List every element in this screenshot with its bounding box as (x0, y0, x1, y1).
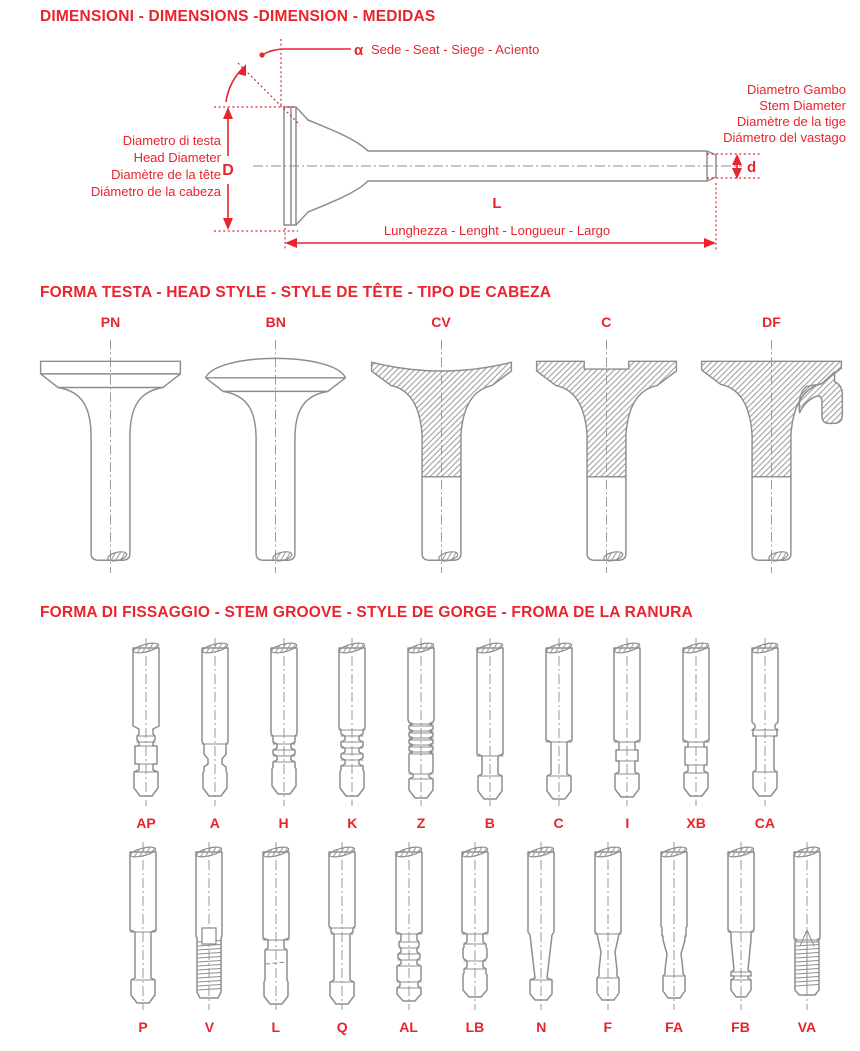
stem-groove-figure-xb (663, 638, 729, 806)
stem-groove-figure-f (575, 842, 641, 1010)
dim-d-label: d (747, 159, 757, 176)
stem-groove-label: LB (465, 1019, 485, 1035)
head-style-label: CV (431, 314, 451, 330)
stem-groove-item-l (243, 842, 309, 1037)
seat-angle-arc-arrowhead (238, 64, 246, 76)
head-style-item-pn (28, 312, 193, 580)
stem-groove-figure-l (243, 842, 309, 1010)
seat-label: Sede - Seat - Siege - Acìento (371, 42, 540, 57)
head-style-item-c (524, 312, 689, 580)
stem-groove-label: Q (336, 1019, 348, 1035)
stem-groove-figure-p (110, 842, 176, 1010)
stem-groove-label: I (625, 815, 630, 831)
stem-groove-item-k (319, 638, 385, 833)
stem-groove-figure-h (251, 638, 317, 806)
stem-groove-figure-a (182, 638, 248, 806)
stem-groove-item-c (526, 638, 592, 833)
stem-groove-figure-lb (442, 842, 508, 1010)
head-diameter-label-es: Diámetro de la cabeza (90, 184, 221, 199)
stem-groove-figure-va (774, 842, 840, 1010)
stem-groove-figure-fb (708, 842, 774, 1010)
stem-groove-label: CA (754, 815, 775, 831)
stem-groove-item-i (594, 638, 660, 833)
stem-diameter-arrow-down (732, 168, 742, 179)
stem-groove-item-ca (732, 638, 798, 833)
head-style-label: PN (100, 314, 121, 330)
head-style-figure-df (689, 332, 854, 575)
dim-L-label: L (492, 195, 502, 212)
stem-groove-item-n (508, 842, 574, 1037)
head-style-item-bn (193, 312, 358, 580)
stem-groove-figure-c (526, 638, 592, 806)
stem-groove-item-h (251, 638, 317, 833)
stem-diameter-label-it: Diametro Gambo (747, 82, 846, 97)
seat-angle-construction-line (238, 63, 300, 125)
stem-groove-figure-fa (641, 842, 707, 1010)
stem-groove-item-v (176, 842, 242, 1037)
stem-diameter-arrow-up (732, 154, 742, 165)
stem-groove-label: XB (686, 815, 706, 831)
seat-leader-line (262, 49, 351, 55)
stem-groove-figure-ap (113, 638, 179, 806)
head-style-item-df (689, 312, 854, 580)
stem-groove-figure-al (376, 842, 442, 1010)
stem-groove-label: K (347, 815, 358, 831)
length-label: Lunghezza - Lenght - Longueur - Largo (383, 223, 611, 238)
stem-groove-label: C (553, 815, 564, 831)
dimensions-section-title: DIMENSIONI - DIMENSIONS -DIMENSION - MEDIDAS (40, 8, 436, 25)
stem-groove-label: FA (665, 1019, 684, 1035)
head-diameter-label-en: Head Diameter (133, 150, 221, 165)
stem-groove-figure-v (176, 842, 242, 1010)
stem-groove-row-2 (0, 842, 860, 1037)
stem-groove-label: L (271, 1019, 281, 1035)
stem-groove-item-p (110, 842, 176, 1037)
stem-groove-figure-k (319, 638, 385, 806)
head-diameter-arrow-down (223, 218, 233, 230)
stem-groove-figure-ca (732, 638, 798, 806)
stem-groove-section-title: FORMA DI FISSAGGIO - STEM GROOVE - STYLE DE GORGE - FROMA DE LA RANURA (40, 604, 693, 621)
stem-diameter-label-es: Diámetro del vastago (723, 130, 846, 145)
stem-groove-item-fa (641, 842, 707, 1037)
stem-groove-label: H (278, 815, 289, 831)
stem-groove-item-fb (708, 842, 774, 1037)
stem-groove-label: V (204, 1019, 215, 1035)
stem-groove-row-1 (0, 638, 860, 833)
head-style-figure-c (524, 332, 689, 575)
stem-groove-label: VA (797, 1019, 817, 1035)
head-style-row (0, 312, 860, 580)
stem-groove-item-lb (442, 842, 508, 1037)
stem-groove-item-z (388, 638, 454, 833)
head-style-figure-cv (359, 332, 524, 575)
stem-groove-item-f (575, 842, 641, 1037)
stem-diameter-label-fr: Diamètre de la tige (736, 114, 846, 129)
stem-groove-item-al (376, 842, 442, 1037)
stem-groove-figure-i (594, 638, 660, 806)
stem-groove-label: FB (731, 1019, 750, 1035)
stem-diameter-label-en: Stem Diameter (759, 98, 846, 113)
stem-groove-label: AL (399, 1019, 418, 1035)
stem-groove-label: P (138, 1019, 148, 1035)
head-style-label: C (601, 314, 612, 330)
alpha-symbol: α (354, 42, 364, 59)
valve-dimension-diagram (0, 28, 860, 263)
dim-D-label: D (222, 162, 234, 179)
stem-groove-figure-n (508, 842, 574, 1010)
head-style-section-title: FORMA TESTA - HEAD STYLE - STYLE DE TÊTE - TIPO DE CABEZA (40, 284, 552, 301)
stem-groove-label: AP (136, 815, 156, 831)
stem-groove-item-b (457, 638, 523, 833)
head-style-figure-bn (193, 332, 358, 575)
stem-groove-item-ap (113, 638, 179, 833)
stem-groove-label: A (209, 815, 220, 831)
length-arrow-right (704, 238, 716, 248)
stem-groove-item-a (182, 638, 248, 833)
head-diameter-arrow-up (223, 107, 233, 119)
head-style-item-cv (359, 312, 524, 580)
head-style-label: BN (265, 314, 286, 330)
stem-groove-label: N (536, 1019, 547, 1035)
head-diameter-label-it: Diametro di testa (122, 133, 221, 148)
length-arrow-left (285, 238, 297, 248)
stem-groove-figure-z (388, 638, 454, 806)
stem-groove-label: F (603, 1019, 613, 1035)
head-style-label: DF (762, 314, 781, 330)
stem-groove-label: Z (416, 815, 426, 831)
stem-groove-item-q (309, 842, 375, 1037)
head-style-figure-pn (28, 332, 193, 575)
stem-groove-figure-q (309, 842, 375, 1010)
stem-groove-label: B (484, 815, 495, 831)
stem-groove-item-xb (663, 638, 729, 833)
head-diameter-label-fr: Diamètre de la tête (111, 167, 221, 182)
stem-groove-item-va (774, 842, 840, 1037)
stem-groove-figure-b (457, 638, 523, 806)
